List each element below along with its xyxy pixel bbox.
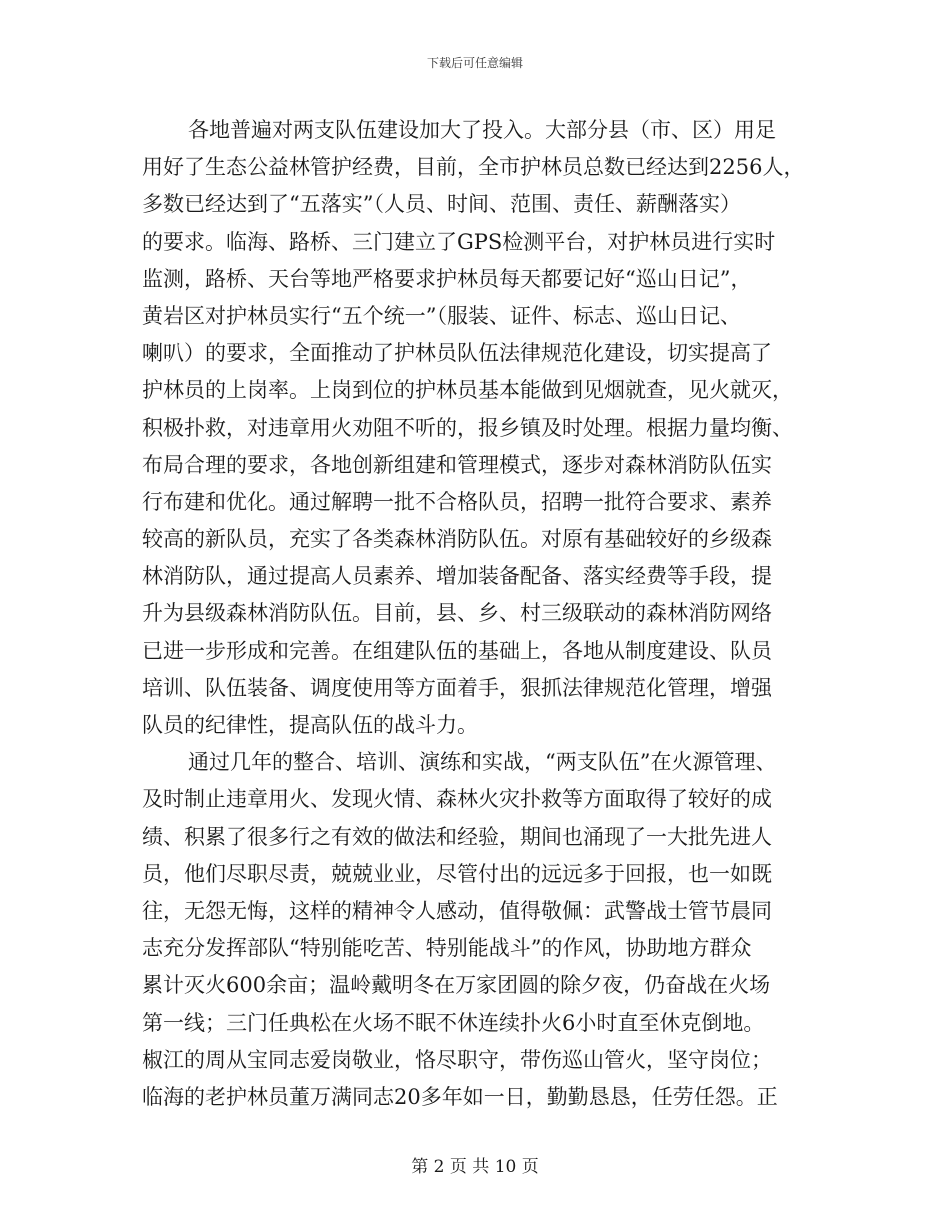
paragraph-1-line: 黄岩区对护林员实行“五个统一”（服装、证件、标志、巡山日记、: [142, 303, 741, 328]
paragraph-1-line: 积极扑救，对违章用火劝阻不听的，报乡镇及时处理。根据力量均衡、: [142, 415, 793, 440]
document-body: [142, 112, 814, 1116]
paragraph-1-line: 行布建和优化。通过解聘一批不合格队员，招聘一批符合要求、素养: [142, 489, 772, 514]
paragraph-1-line: 队员的纪律性，提高队伍的战斗力。: [142, 713, 478, 737]
paragraph-2-line: 员，他们尽职尽责，兢兢业业，尽管付出的远远多于回报，也一如既: [142, 861, 772, 886]
paragraph-2-line: 及时制止违章用火、发现火情、森林火灾扑救等方面取得了较好的成: [142, 787, 772, 812]
paragraph-1-line: 的要求。临海、路桥、三门建立了GPS检测平台，对护林员进行实时: [142, 229, 776, 254]
page-number-footer: 第 2 页 共 10 页: [411, 1157, 539, 1177]
paragraph-1-line: 升为县级森林消防队伍。目前，县、乡、村三级联动的森林消防网络: [142, 601, 772, 626]
paragraph-1-line: 林消防队，通过提高人员素养、增加装备配备、落实经费等手段，提: [142, 564, 772, 589]
paragraph-1-line: 护林员的上岗率。上岗到位的护林员基本能做到见烟就查，见火就灭，: [142, 378, 793, 403]
paragraph-2-line: 临海的老护林员董万满同志20多年如一日，勤勤恳恳，任劳任怨。正: [142, 1084, 778, 1109]
paragraph-1-line: 多数已经达到了“五落实”（人员、时间、范围、责任、薪酬落实）: [142, 192, 741, 217]
paragraph-2-line: 椒江的周从宝同志爱岗敬业，恪尽职守，带伤巡山管火，坚守岗位；: [142, 1047, 772, 1072]
paragraph-2-line: 往，无怨无悔，这样的精神令人感动，值得敬佩：武警战士管节晨同: [142, 898, 772, 923]
paragraph-1-line: 已进一步形成和完善。在组建队伍的基础上，各地从制度建设、队员: [142, 638, 772, 663]
paragraph-1-line: 用好了生态公益林管护经费，目前，全市护林员总数已经达到2256人，: [142, 155, 805, 180]
paragraph-2-line: 志充分发挥部队“特别能吃苦、特别能战斗”的作风，协助地方群众: [142, 936, 752, 961]
paragraph-1-line: 较高的新队员，充实了各类森林消防队伍。对原有基础较好的乡级森: [142, 527, 772, 552]
paragraph-2-line: 绩、积累了很多行之有效的做法和经验，期间也涌现了一大批先进人: [142, 824, 772, 849]
paragraph-2-line: 通过几年的整合、培训、演练和实战，“两支队伍”在火源管理、: [188, 750, 777, 775]
paragraph-2-line: 第一线；三门任典松在火场不眠不休连续扑火6小时直至休克倒地。: [142, 1010, 765, 1035]
paragraph-1-line: 监测，路桥、天台等地严格要求护林员每天都要记好“巡山日记”，: [142, 266, 752, 291]
paragraph-1-line: 喇叭）的要求，全面推动了护林员队伍法律规范化建设，切实提高了: [142, 341, 772, 366]
page-header-note: 下载后可任意编辑: [426, 56, 523, 70]
paragraph-2-line: 累计灭火600余亩；温岭戴明冬在万家团圆的除夕夜，仍奋战在火场: [142, 973, 771, 998]
paragraph-1-line: 培训、队伍装备、调度使用等方面着手，狠抓法律规范化管理，增强: [142, 675, 772, 700]
paragraph-1-line: 各地普遍对两支队伍建设加大了投入。大部分县（市、区）用足: [188, 118, 776, 142]
paragraph-1-line: 布局合理的要求，各地创新组建和管理模式，逐步对森林消防队伍实: [142, 452, 772, 477]
